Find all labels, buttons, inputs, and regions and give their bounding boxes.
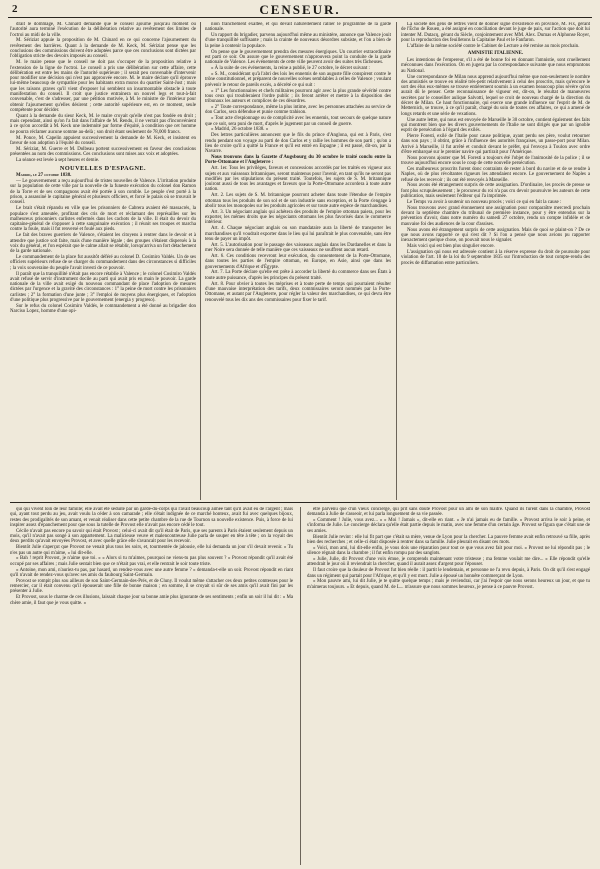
paragraph: « 2° Toute correspondance, même la plus intime, avec les personnes attachées au service de don Carlos, sera défendue et punie comme trahison. [205, 105, 391, 116]
paragraph: — Le gouvernement a reçu aujourd'hui de tristes nouvelles de Valence. L'irritation produite sur la population de cette ville par la nouvelle de la funeste exécution du colonel don Ramon de la Torre et de ses compagnons avait été portée à son comble. Le peuple s'est porté à la prison, a assassiné le capitaine général et plusieurs officiers, et forcé le palais où se trouvait le conseil. [10, 179, 196, 206]
upper-column-2 [205, 22, 391, 500]
paragraph: Art. 6. Ces conditions recevront leur exécution, du consentement de la Porte-Ottomane, dans toutes les parties de l'empire ottoman, en Europe, en Asie, ainsi que dans les gouvernements d'Afrique et d'Égypte. [205, 253, 391, 270]
paragraph: M. Sériziat, M. Guerre et M. Dolbeau portent successivement en faveur des conclusions présentées au nom des commissions. Ces conclusions sont mises aux voix et adoptées. [10, 146, 196, 158]
paragraph: Ces malheureux proscrits furent donc contraints de rester à bord du navire et de se rendre à Naples, où de plus révoltantes rigueurs les attendaient encore. Le gouvernement de Naples a refusé de les recevoir ; ils ont été renvoyés à Marseille. [401, 166, 590, 183]
page-number: 2 [12, 3, 18, 15]
paragraph: Le brait s'était répandu en ville que les prisonniers de Cabrera avaient été massacrés, la populace s'est ameutée, profitant des cris de mort et réclamant des représailles sur les malheureux prisonniers carlistes enfermés dans les cachots de la ville. Il était du devoir du capitaine-général de s'opposer à cette sanguinaire exécution ; il réunit ses troupes et marcha contre la foule, mais il fut renversé et foulé aux pieds. [10, 206, 196, 233]
paragraph: « 1° Les fonctionnaires et chefs militaires pourront agir avec la plus grande sévérité contre tous ceux qui troubleraient l'ordre public ; ils feront arrêter et mettre à la disposition des tribunaux les auteurs et complices de ces désordres. [205, 88, 391, 105]
section-title-amnesty: AMNISTIE ITALIENNE. [467, 51, 524, 57]
feuilleton-column-1 [10, 507, 293, 865]
feuilleton-paragraphs-1 [10, 507, 293, 606]
paragraph: « Voici, mon ami, lui dit-elle enfin, je vous dois une réparation pour tout ce que vous avez fait pour moi. » Provost ne lui répondit pas ; le silence régnait dans la chambre ; il fut enfin rompu par des sanglots. [307, 545, 590, 557]
feuilleton-divider [10, 502, 590, 503]
column-1-paragraphs [10, 22, 196, 163]
paragraph: Bientôt Julie revint : elle lui fit part que c'était sa mère, venue de Lyon pour la chercher. La pauvre femme avait enfin retrouvé sa fille, après bien des recherches ; et celle-ci était disposée à rentrer dans sa famille. Julie pleurait en disant ces mots. [307, 534, 590, 545]
paragraph: « Julie, Julie, dit Provost d'une voix émue, je comprends maintenant votre tristesse ; ma femme voulait me dire... » Elle répondit qu'elle attendrait le jour où il reviendrait la chercher, quand il aurait assez d'argent pour l'épouser. [307, 557, 590, 568]
paragraph: « Antoine, mon ami, n'auriez-tu pas, par hasard, un rendez-vous avec une autre femme ? » demanda-t-elle un soir. Provost répondit en riant qu'il n'avait de rendez-vous qu'avec ses amis du faubourg Saint-Germain. [10, 567, 293, 578]
column-divider [396, 22, 397, 500]
spain-news-paragraphs [10, 179, 196, 314]
page-header [8, 3, 592, 18]
paragraph: Art. 8. Pour obvier à toutes les méprises et à toute perte de temps qui pourraient résulter d'une mauvaise interprétation des tarifs, deux commissaires seront nommés par la Porte-Ottomane, et autant par l'Angleterre, pour régler la valeur des marchandises, ce qui devra être renouvelé tous les dix ans des commissaires pour fixer le tarif. [205, 281, 391, 303]
paragraph: Bientôt Julie s'aperçut que Provost ne venait plus tous les soirs, et, tourmentée de jalousie, elle lui demanda un jour s'il devait revenir. « Tu n'es pas un autre qui m'aime, » lui dit-elle. [10, 545, 293, 556]
paragraph: Nous avons été étrangement surpris de cette assignation. D'ordinaire, les procès de presse se font plus scrupuleusement ; le procureur du roi n'a pas cru devoir poursuivre les auteurs de cette publication, mais seulement l'éditeur qui l'a imprimée. [401, 183, 590, 200]
column-divider [200, 22, 201, 500]
paragraph: Le fait des braves guerriers de Valence, s'étaient les citoyens à rentrer dans le devoir et à attendre que justice soit faite, mais d'une manière légale ; des groupes s'étaient dispersés à la voix du général, et l'on espérait que le calme allait se rétablir, lorsqu'arriva un fort détachement de la garde nationale. [10, 233, 196, 255]
paragraph: Le commandement de la place fut aussitôt déféré au colonel D. Cosimiro Valdés. Un de ses officiers supérieurs refuse de se charger du commandement dans des circonstances si difficiles ; la voix souveraine du peuple l'avait investi de ce pouvoir. [10, 255, 196, 271]
feuilleton-paragraphs-2 [307, 507, 590, 590]
paragraph: Nous trouvons avec grand étonnement une assignation pour comparaître mercredi prochain devant la septième chambre du tribunal de première instance, pour y être entendus sur la prévention d'avoir, dans notre numéro du samedi 27 octobre, rendu un compte infidèle et de mauvaise foi des audiences de la cour d'assises. [401, 205, 590, 227]
paragraph: Une autre lettre, qui nous est envoyée de Marseille le 30 octobre, contient également des faits qui montrent bien que les divers gouvernements de l'Italie ne sont dirigés que par un ignoble esprit de persécution à l'égard des exilés. [401, 117, 590, 134]
paragraph: Le Temps va avoir à soutenir un nouveau procès ; voici ce qui en fait la cause : [407, 199, 562, 205]
paragraph: être parvenu que d'un vieux concierge, qui prit sans doute Provost pour un ami de son maître. Quand ils furent dans la chambre, Provost demanda à Julie de s'asseoir, et lui parla longuement de sa vie passée. [307, 507, 590, 518]
treaty-articles [205, 166, 391, 303]
column-2-paragraphs [205, 22, 391, 154]
paragraph: Un rapport du brigadier, parvenu aujourd'hui même au ministère, annonce que Valence jouit d'une tranquillité suffisante ; mais la crainte de nouveaux désordres subsiste, et l'on a bien de la peine à contenir la populace. [205, 33, 391, 49]
paragraph: Quant à la demande du sieur Keck, M. le maire croyait qu'elle n'est pas fondée en droit ; mais cependant, ainsi qu'on l'a fait dans l'affaire de M. Rendu, il ne verrait pas d'inconvénient à ce qu'on accordât à M. Keck une indemnité par forme d'équité, à condition que cet homme ne pourra réclamer aucune somme au-delà ; son droit étant seulement de 78,000 francs. [10, 113, 196, 135]
paragraph: Provost se rompit plus sou ailleurs de son Saint-Germain-des-Prés, et de Cluny. Il voulut même s'attacher ces deux petites comtesses pour le remercier, car il était convenu qu'il épouserait une fille de bonne maison ; en somme, il se croyait si sûr de ses amis qu'il avait fini par les présenter à Julie. [10, 578, 293, 595]
paragraph: M. Sériziat appuie la proposition de M. Chinard en ce qui concerne l'ajournement du revêtement des barrières. Quant à la demande de M. Keck, M. Sériziat pense que les conclusions des commissions doivent être adoptées parce que ces conclusions sont dictées par l'obligation stricte des devoirs imposés au conseil. [10, 38, 196, 60]
paragraph: M. Ponce, M. Capelin appuient successivement la demande de M. Keck, et insistent en faveur de son adoption à l'équité du conseil. [10, 135, 196, 146]
paragraph: Et Provost, sous le charme de ces illusions, laissait chaque jour sa bonne amie plus ignorante de ses sentiments ; enfin un soir il lui dit : « Ma chère amie, il faut que je vous quitte. » [10, 595, 293, 606]
paragraph: « S. M., considérant qu'à l'abri des lois les ennemis de son auguste fille conspirent contre le trône constitutionnel, et préparent de nouvelles scènes semblables à celles de Valence ; voulant prévenir le retour de pareils excès, a décrété ce qui suit : [205, 72, 391, 88]
paragraph: « Mon pauvre ami, lui dit Julie, je te quitte quelque temps ; mais je reviendrai, car j'ai l'espoir que nous serons heureux un jour, et que tu m'aimeras toujours. » Et depuis, quand M. de L... m'assure que nous sommes heureux, je pense à ce pauvre Provost. [307, 579, 590, 590]
upper-column-1 [10, 22, 196, 500]
paragraph: « Comment ! Julie, vous avez... » « Moi ! Jamais », dit-elle en riant. « Je n'ai jamais eu de famille. » Provost arriva le soir à peine, et s'informa de Julie. Le concierge déclara qu'elle était partie depuis le matin, avec une femme d'un certain âge. Provost se figura que c'était une de ses amies. [307, 518, 590, 534]
paragraph: Il paraît que la tranquillité n'était pas encore rétablie à Valence ; le colonel Cosimiro Valdés avait refusé de servir d'instrument docile au parti qui avait pris en main le pouvoir. La garde nationale de la ville avait exigé du nouveau commandant de place l'adoption de mesures dictées par l'urgence et la gravité des circonstances : 1° la peine de mort contre les prisonniers carlistes ; 2° la formation d'une junte ; 3° l'emploi de moyens plus énergiques, et l'adoption d'une politique plus progressive par le gouvernement (energia y progreso). [10, 271, 196, 304]
paragraph: Une correspondance de Milan nous apprend aujourd'hui même que non-seulement le nombre des amnistiés se trouve en réalité très-petit relativement à celui des proscrits, mais qu'encore le sort des élus eux-mêmes se trouve entièrement soumis à un examen beaucoup plus sévère qu'on aurait dû le penser. Cette reconnaissance de vigueur est, dit-on, le résultat de manœuvres secrètes par le conseiller aulique Salvotti, lequel se croit de nouveau chargé de la direction du décret de Milan. Ce haut fonctionnaire, qui exerce une grande influence sur l'esprit de M. de Metternich, se trouve, à ce qu'il paraît, chargé du soin de toutes ces affaires, ce qui a amené de longs retards et une série de vexations. [401, 74, 590, 117]
paragraph: « À la suite de ces événements, la reine a publié, le 27 octobre, le décret suivant : [211, 66, 370, 72]
paragraph: M. le maire pense que le conseil ne doit pas s'occuper de la proposition relative à l'extension de la ligne de l'octroi. Le conseil a pris une délibération sur cette affaire, cette délibération est entre les mains de l'autorité supérieure ; il serait peu convenable d'intervenir pour modifier une décision qui n'est pas approuvée encore. M. le maire déclare qu'il éprouve lui-même beaucoup de sympathie pour les habitants extra muros du quartier Saint-Just ; mais que les raisons graves qu'il vient d'exposer lui semblent un insurmontable obstacle à toute manifestation du conseil. Il croit que justice entrainera un nouvel legs et tout-à-fait convenable, c'est de s'adresser, par une pétition motivée, à M. le ministre de l'intérieur pour obtenir l'ajournement qu'elles désirent ; cette autorité supérieure est, en ce moment, seule compétente pour décider. [10, 60, 196, 113]
feuilleton-column-2 [307, 507, 590, 865]
paragraph: Nous avons été étrangement surpris de cette assignation. Mais de quoi se plaint-on ? De ce que nous avons rapporté ce qui s'est dit ? Si l'on a pensé que nous avions pu rapporter inexactement quelque chose, on pouvait nous le signaler. [401, 227, 590, 244]
upper-section [10, 22, 590, 500]
paragraph: Il faut croire que la douleur de Provost fut bien réelle : il partit le lendemain, et personne ne l'a revu depuis, à Paris. On dit qu'il s'est engagé dans un régiment qui partait pour l'Afrique, et qu'il y est mort. Julie a épousé un honnête commerçant de Lyon. [307, 568, 590, 579]
paragraph: L'affaire de la même société contre le Cabinet de Lecture a été remise au mois prochain. [407, 43, 580, 49]
feuilleton-section [10, 507, 590, 865]
paragraph: La société des gens de lettres vient de donner signe d'existence en province, M. Fix, gérant de l'Écho de Rouen, a été assigné en conciliation devant le juge de paix, sur l'action que doit lui intenter M. Dutacq, gérant du Siècle, conjointement avec MM. Alex. Dumas et Alphonse Royer, pour la reproduction des feuilletons la Capitaine Paul et le Fanfaron. [401, 22, 590, 43]
paragraph: Les intentions de l'empereur, s'il a été de bonne foi en donnant l'amnistie, sont cruellement méconnues dans l'exécution. On en jugera par la correspondance suivante que nous empruntons au National. [401, 58, 590, 74]
paragraph: « Bah ! reprit Provost, je n'aime que toi. » « Alors si tu m'aimes, pourquoi ne viens-tu pas plus souvent ? » Provost répondit qu'il avait été occupé par ses affaires ; mais Julie sentait bien que ce n'était pas vrai, et elle rentrait le soir toute triste. [10, 556, 293, 567]
paragraph: Art. 3. Un négociant anglais qui achètera des produits de l'empire ottoman paiera, pour les exporter, les mêmes droits que les négociants ottomans les plus favorisés dans le commerce intérieur. [205, 209, 391, 226]
dateline: Madrid, le 27 octobre 1838. [16, 173, 72, 179]
paragraph: Pierre Foresti, exilé de l'Italie pour cause politique, ayant perdu ses père, voulut retourner dans son pays ; il obtint, grâce à l'influence des autorités françaises, un passe-port pour Milan. Arrivé à Marseille, il fut arrêté et conduit devant le préfet, qui l'envoya à Toulon avec ordre d'être embarqué sur le premier navire qui partirait pour l'Amérique. [401, 134, 590, 155]
paragraph: Art. 1er. Tous les privilèges, faveurs et concessions accordés par les traités en vigueur aux sujets et aux vaisseaux britanniques, seront maintenus pour l'avenir, en tant qu'ils ne seront pas modifiés par les stipulations du présent traité. Toutefois, les sujets de S. M. britannique jouiront aussi de tous les avantages et faveurs que la Porte-Ottomane accordera à toute autre nation. [205, 166, 391, 193]
paragraph: Art. 2. Les sujets de S. M. britannique pourront acheter dans toute l'étendue de l'empire ottoman tous les produits de son sol et de son industrie sans exception, et la Porte s'engage à abolir tous les monopoles sur les produits agricoles et sur toute autre espèce de marchandises. [205, 193, 391, 209]
paragraph: Cécile n'avait pas encore pu savoir qui était Provost ; celui-ci avait dit qu'il était de Paris, que ses parents à Paris étaient seulement depuis un mois, qu'il n'avait pas songé à son appartement. La malicieuse veuve et malencontreuse Julie parla de souper en tête à tête ; on la voyait des deux perdits qu'avait envoyées Provost, et avec quelle grâce elle s'avancait pour les recevoir. [10, 528, 293, 545]
paragraph: drait le dommage, M. Chinard demande que le conseil ajourne jusqu'au moment où l'autorité aura terminé l'exécution de la délibération relative au revêtement des limites de l'octroi au midi de la ville. [10, 22, 196, 38]
section-title-spain: NOUVELLES D'ESPAGNE. [59, 165, 147, 173]
paragraph: La séance est levée à sept heures et demie. [16, 157, 100, 163]
paragraph: On pense que le gouvernement prendra des mesures énergiques. Un courrier extraordinaire est parti ce soir. On assure que le gouvernement n'approuvera point la conduite de la garde nationale de Valence. Les événements de cette ville peuvent avoir des suites très fâcheuses. [205, 49, 391, 66]
paragraph: qui qui vivent loin de leur famille; elle avait été séduite par un garde-du-corps qui l'avait beaucoup aimée tant qu'il avait eu de l'argent ; mais qui, ayant tout perdu au jeu, avait voulu la céder à son camarade ; elle s'était indignée de ce marché honteux, avait fui avec quelques bijoux, restes des prodigalités de son amant, et venait réaliser dans cette petite chambre de la rue de Tournon sa nouvelle existence. Puis, à force de lui inspirer assez d'épanchement pour que sous la tutelle de Provost elle n'avait pas encore cédé le tout. [10, 507, 293, 528]
column-divider [300, 507, 301, 865]
paragraph: Art. 4. Chaque négociant anglais ou son mandataire aura la liberté de transporter les marchandises qu'il voudrait exporter dans le lieu qui lui paraîtrait le plus convenable, sans être tenu de payer un impôt. [205, 226, 391, 242]
paragraph: Des lettres particulières annoncent que le fils du prince d'Anglona, qui est à Paris, s'est rendu pendant son voyage au parti de don Carlos et y rallie les hommes de son parti ; qu'on a lieu de croire qu'il a quitté la France et qu'il est entré en Espagne ; il est passé, dit-on, par la Navarre. [205, 133, 391, 155]
masthead-title: CENSEUR. [259, 2, 341, 17]
paragraph: Art. 5. L'autorisation pour le passage des vaisseaux anglais dans les Dardanelles et dans la mer Noire sera donnée de telle manière que ces vaisseaux ne souffrent aucun retard. [205, 242, 391, 254]
paragraph: « Madrid, 26 octobre 1838. » [211, 127, 269, 133]
column-3-paragraphs [401, 22, 590, 49]
amnesty-paragraphs [401, 58, 590, 266]
paragraph: L'assignation qui nous est adressée contient à la réserve expresse du droit de poursuite pour violation de l'art. 10 de la loi du 9 septembre 1835 sur l'introduction de tout compte-rendu des procès de diffamation entre particuliers. [401, 250, 590, 266]
upper-column-3 [401, 22, 590, 500]
paragraph: Mais voici qui est bien plus singulier encore. [407, 244, 495, 250]
paragraph: Nous pouvons ajouter que M. Foresti a toujours été l'objet de l'animosité de la police ; il se trouve aujourd'hui encore sous le coup de cette nouvelle persécution. [401, 155, 590, 167]
paragraph: nion franchement exaltée, et qui devait naturellement rallier le programme de la garde nationale. [205, 22, 391, 33]
paragraph: Sur le refus du colonel Cosimiro Valdés, le commandement a été donné au brigadier don Narciso Lopez, homme d'une opi- [10, 303, 196, 315]
paragraph: Art. 7. La Porte déclare qu'elle est prête à accorder la liberté du commerce dans ses États à toute autre puissance, d'après les principes du présent traité. [205, 270, 391, 281]
paragraph: « Tout acte d'espionnage ou de complicité avec les ennemis, tout secours de quelque nature que ce soit, sera puni de mort, d'après le jugement par un conseil de guerre. [205, 116, 391, 127]
treaty-intro: Nous trouvons dans la Gazette d'Augsbourg du 30 octobre le traité conclu entre la Porte-Ottomane et l'Angleterre : [205, 155, 391, 166]
